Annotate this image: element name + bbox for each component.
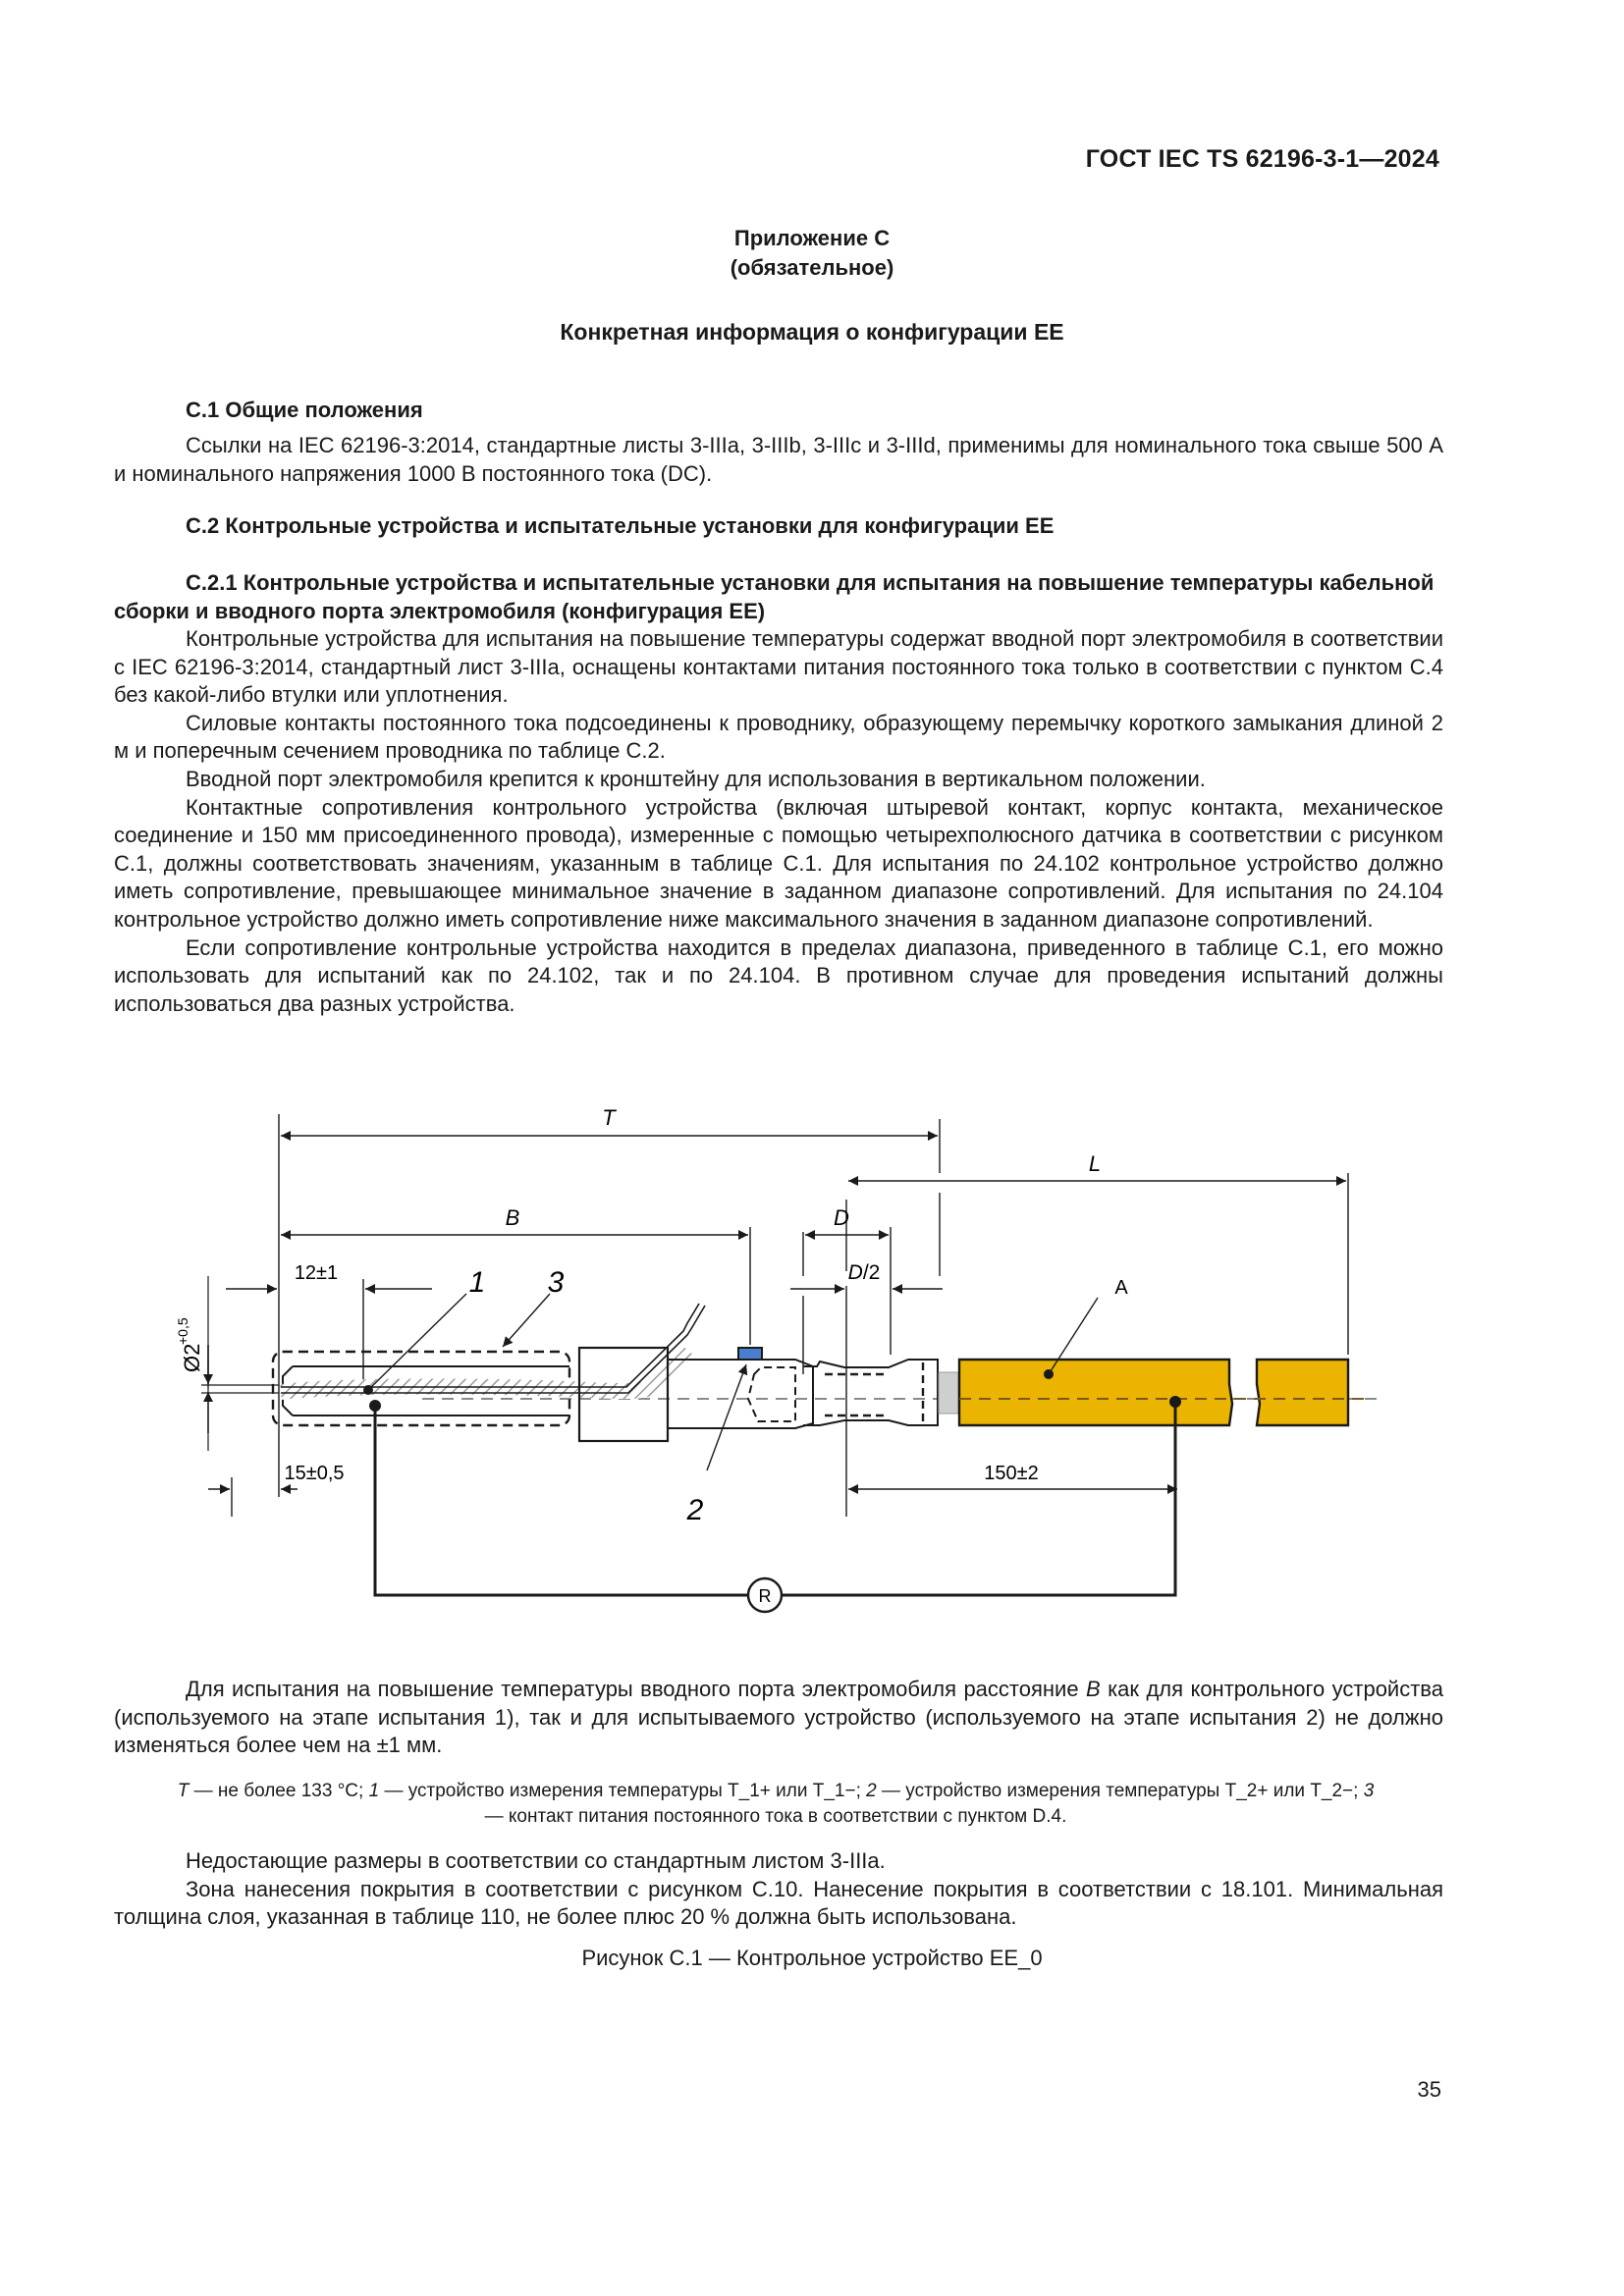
document-code: ГОСТ IEC TS 62196-3-1—2024 <box>1085 145 1439 173</box>
leader-2 <box>707 1364 746 1470</box>
paragraph: Силовые контакты постоянного тока подсоединены к проводнику, образующему перемычку короткого замыкания длиной 2 м и поперечным сечением проводника по таблице С.2. <box>114 710 1443 764</box>
section-c2-heading: С.2 Контрольные устройства и испытательные установки для конфигурации ЕЕ <box>186 513 1055 538</box>
annex-heading <box>0 224 1624 283</box>
label-B: B <box>505 1205 520 1230</box>
label-diameter <box>175 1317 204 1372</box>
label-T: T <box>602 1105 616 1130</box>
svg-text:Ø2: Ø2 <box>180 1343 204 1372</box>
callout-A: A <box>1114 1277 1128 1299</box>
label-150-tolerance: 150±2 <box>984 1463 1039 1484</box>
figure-c1-drawing <box>0 1080 1624 1629</box>
label-D: D <box>834 1205 849 1230</box>
callout-2: 2 <box>686 1494 704 1526</box>
label-L: L <box>1088 1151 1102 1176</box>
contact-barrel <box>668 1360 813 1428</box>
figure-notes <box>114 1847 1443 1932</box>
leader-3 <box>503 1294 550 1347</box>
measurement-circuit <box>375 1402 1175 1595</box>
figure-explanation: Для испытания на повышение температуры вводного порта электромобиля расстояние B как для контрольного устройства (используемого на этапе испытания 1), так и для испытываемого устройство (используемого на этапе испытания 2) не должно изменяться более чем на ±1 мм. <box>114 1677 1443 1758</box>
note: Недостающие размеры в соответствии со стандартным листом 3-IIIa. <box>186 1848 886 1873</box>
label-D-half: D/2 <box>847 1261 881 1284</box>
paragraph: Ссылки на IEC 62196-3:2014, стандартные листы 3-IIIa, 3-IIIb, 3-IIIc и 3-IIId, применимы для номинального тока свыше 500 А и номинального напряжения 1000 В постоянного тока (DC). <box>114 433 1443 486</box>
section-c1-heading: С.1 Общие положения <box>186 398 423 422</box>
paragraph: Если сопротивление контрольные устройства находится в пределах диапазона, приведенного в таблице С.1, его можно использовать для испытаний как по 24.102, так и по 24.104. В противном случае для проведения испытаний должны использоваться два разных устройства. <box>114 934 1443 1016</box>
conductor-strands <box>939 1372 958 1414</box>
callout-1: 1 <box>468 1266 486 1299</box>
label-15-tolerance: 15±0,5 <box>284 1463 345 1484</box>
extension-lines <box>232 1114 1348 1517</box>
paragraph: Вводной порт электромобиля крепится к кронштейну для использования в вертикальном положении. <box>186 766 1206 791</box>
paragraph: Контактные сопротивления контрольного устройства (включая штыревой контакт, корпус контакта, механическое соединение и 150 мм присоединенного провода), измеренные с помощью четырехполюсного датчика в соответствии с рисунком С.1, должны соответствовать значениям, указанным в таблице С.1. Для испытания по 24.102 контрольное устройство должно иметь сопротивление, превышающее минимальное значение в заданном диапазоне сопротивлений. Для испытания по 24.104 контрольное устройство должно иметь сопротивление ниже максимального значения в заданном диапазоне сопротивлений. <box>114 794 1443 932</box>
callout-3: 3 <box>547 1266 565 1299</box>
leader-1 <box>368 1294 466 1390</box>
page-number: 35 <box>1417 2077 1441 2102</box>
annex-title: Приложение С <box>733 226 891 250</box>
cable-segment-2 <box>1257 1360 1348 1425</box>
temperature-sensor-2 <box>738 1348 762 1360</box>
section-c21-text <box>114 625 1443 1018</box>
figure-legend: T — не более 133 °С; 1 — устройство измерения температуры T_1+ или T_1−; 2 — устройство измерения температуры T_2+ или T_2−; 3 — контакт питания постоянного тока в соответствии с пунктом D.4. <box>177 1781 1375 1827</box>
note: Зона нанесения покрытия в соответствии с рисунком С.10. Нанесение покрытия в соответствии с 18.101. Минимальная толщина слоя, указанная в таблице 110, не более плюс 20 % должна быть использована. <box>114 1876 1443 1930</box>
braided-wire <box>281 1350 687 1392</box>
paragraph: Контрольные устройства для испытания на повышение температуры содержат вводной порт электромобиля в соответствии с IEC 62196-3:2014, стандартный лист 3-IIIa, оснащены контактами питания постоянного тока только в соответствии с пунктом С.4 без какой-либо втулки или уплотнения. <box>114 626 1443 708</box>
svg-text:+0,5: +0,5 <box>175 1317 190 1345</box>
figure-caption: Рисунок С.1 — Контрольное устройство EE_0 <box>581 1946 1043 1970</box>
annex-status: (обязательное) <box>730 255 894 280</box>
section-c21-heading: С.2.1 Контрольные устройства и испытательные установки для испытания на повышение температуры кабельной сборки и вводного порта электромобиля (конфигурация ЕЕ) <box>114 570 1435 623</box>
cable-segment-1 <box>959 1360 1232 1425</box>
resistance-label: R <box>758 1586 772 1606</box>
section-c1-text <box>114 432 1443 488</box>
label-12-tolerance: 12±1 <box>294 1262 339 1284</box>
page-title: Конкретная информация о конфигурации ЕЕ <box>560 319 1064 345</box>
